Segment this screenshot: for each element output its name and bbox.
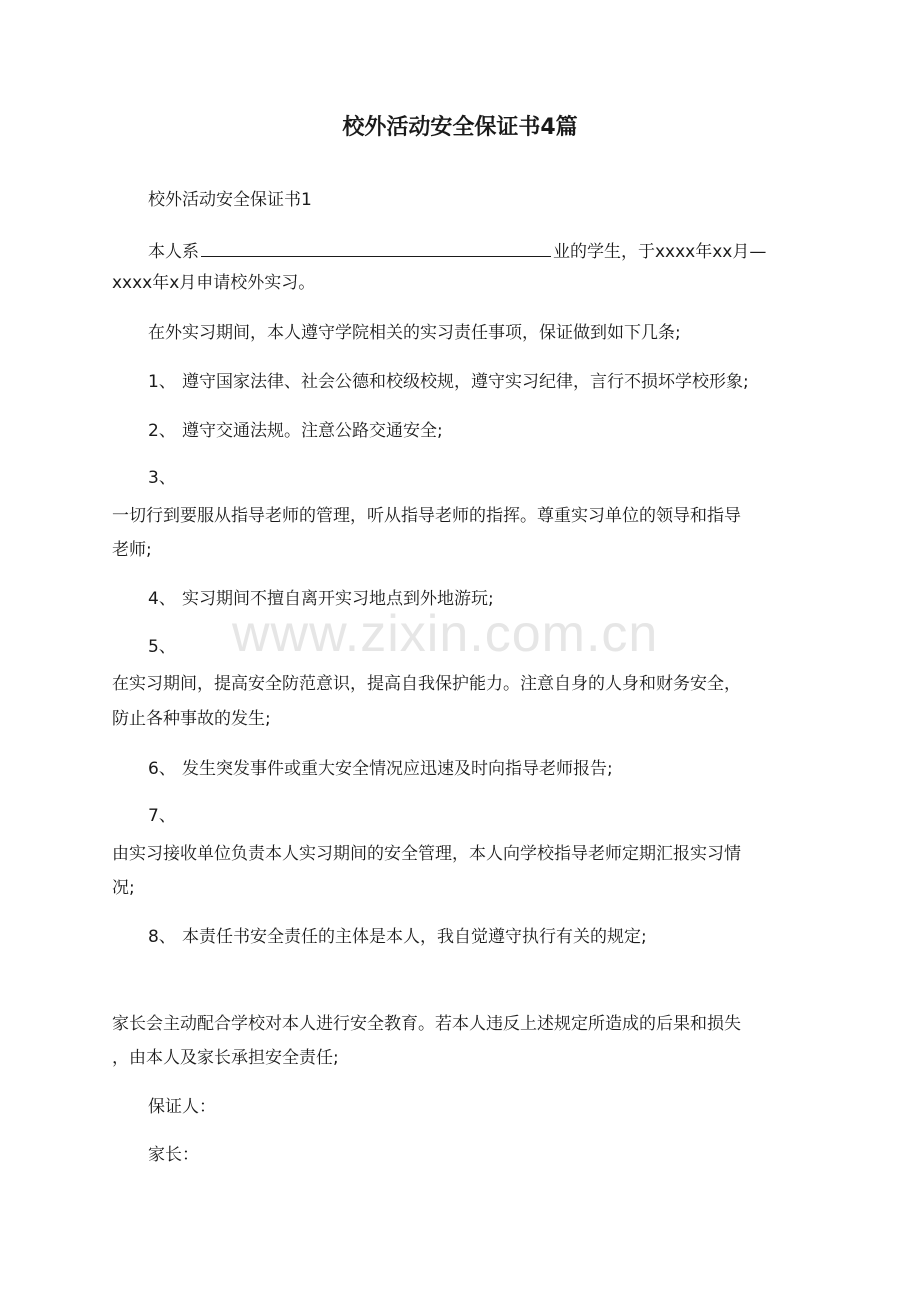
- intro-line-2: xxxx年x月申请校外实习。: [112, 273, 316, 293]
- parent-paragraph-line2: ，由本人及家长承担安全责任;: [112, 1048, 339, 1068]
- parent-signature-label: 家长：: [148, 1145, 199, 1165]
- list-item-1: [148, 371, 749, 393]
- item-text: 遵守交通法规。注意公路交通安全;: [182, 421, 443, 441]
- list-item-7-text-line1: 由实习接收单位负责本人实习期间的安全管理，本人向学校指导老师定期汇报实习情: [112, 844, 741, 864]
- list-item-7-text-line2: 况;: [112, 878, 135, 898]
- item-text: 发生突发事件或重大安全情况应迅速及时向指导老师报告;: [182, 759, 613, 779]
- item-number: 6、: [148, 759, 176, 779]
- section-heading: 校外活动安全保证书1: [148, 190, 312, 210]
- parent-paragraph-line1: 家长会主动配合学校对本人进行安全教育。若本人违反上述规定所造成的后果和损失: [112, 1014, 741, 1034]
- guarantor-signature-label: 保证人：: [148, 1097, 216, 1117]
- item-text: 遵守国家法律、社会公德和校级校规，遵守实习纪律，言行不损坏学校形象;: [182, 372, 749, 392]
- intro-line-1: [148, 238, 766, 263]
- intro-suffix: 业的学生，于xxxx年xx月—: [553, 242, 767, 262]
- item-text: 本责任书安全责任的主体是本人，我自觉遵守执行有关的规定;: [182, 927, 647, 947]
- lead-paragraph: 在外实习期间，本人遵守学院相关的实习责任事项，保证做到如下几条;: [148, 323, 681, 343]
- item-number: 8、: [148, 927, 176, 947]
- list-item-8: [148, 926, 647, 948]
- major-blank-field: [201, 238, 551, 257]
- list-item-5-text-line2: 防止各种事故的发生;: [112, 709, 271, 729]
- item-number: 1、: [148, 372, 176, 392]
- list-item-7-number: 7、: [148, 806, 176, 826]
- document-title: 校外活动安全保证书4篇: [342, 115, 578, 140]
- list-item-2: [148, 420, 443, 442]
- list-item-5-text-line1: 在实习期间，提高安全防范意识，提高自我保护能力。注意自身的人身和财务安全，: [112, 674, 741, 694]
- list-item-5-number: 5、: [148, 637, 176, 657]
- list-item-6: [148, 758, 613, 780]
- intro-prefix: 本人系: [148, 242, 199, 262]
- list-item-4: [148, 588, 494, 610]
- item-text: 实习期间不擅自离开实习地点到外地游玩;: [182, 589, 494, 609]
- item-number: 4、: [148, 589, 176, 609]
- list-item-3-text-line2: 老师;: [112, 540, 152, 560]
- list-item-3-text-line1: 一切行到要服从指导老师的管理，听从指导老师的指挥。尊重实习单位的领导和指导: [112, 506, 741, 526]
- watermark-text: www.zixin.com.cn: [232, 605, 659, 663]
- list-item-3-number: 3、: [148, 468, 176, 488]
- item-number: 2、: [148, 421, 176, 441]
